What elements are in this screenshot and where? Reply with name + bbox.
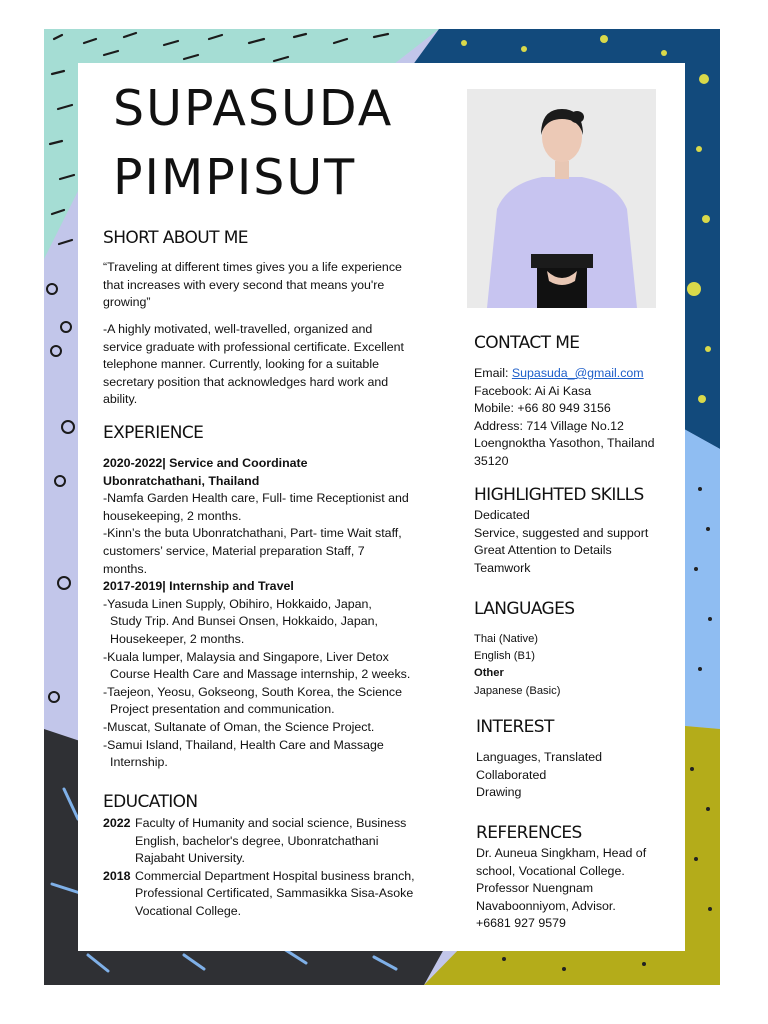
heading-experience: EXPERIENCE [103, 423, 204, 443]
experience-item: -Kuala lumper, Malaysia and Singapore, Liver Detox [103, 649, 389, 664]
education-entry: 2022 Faculty of Humanity and social science, Business [103, 816, 407, 830]
education-entry: 2018 Commercial Department Hospital business branch, [103, 868, 415, 883]
references-list: Dr. Auneua Singkham, Head of school, Vocational College. Professor Nuengnam Navaboonniyom, Advisor. +6681 927 9579 [476, 846, 647, 931]
experience-item: -Samui Island, Thailand, Health Care and Massage [103, 737, 384, 752]
contact-address: Address: 714 Village No.12 [474, 418, 624, 433]
languages-list: Thai (Native) English (B1) Other Japanese (Basic) [474, 633, 561, 697]
experience-item: -Taejeon, Yeosu, Gokseong, South Korea, the Science [103, 684, 402, 699]
experience-item: -Yasuda Linen Supply, Obihiro, Hokkaido, Japan, [103, 596, 372, 611]
heading-skills: HIGHLIGHTED SKILLS [474, 485, 644, 505]
contact-list: Email: Supasuda_@gmail.com Facebook: Ai Ai Kasa Mobile: +66 80 949 3156 Address: 714 Village No.12 Loengnoktha Yasothon, Thailand 35120 [474, 366, 655, 468]
experience-list: 2020-2022| Service and Coordinate Ubonratchathani, Thailand -Namfa Garden Health care, Full- time Receptionist and housekeeping, 2 months. -Kinn’s the buta Ubonratchathani, Part- time Wait staff, customers’ service, Material preparation Staff, 7 months. 2017-2019| Internship and Travel -Yasuda Linen Supply, Obihiro, Hokkaido, Japan, Study Trip. And Bunsei Onsen, Hokkaido, Japan, Housekeeper, 2 months. -Kuala lumper, Malaysia and Singapore, Liver Detox Course Health Care and Massage internship, 2 weeks. -Taejeon, Yeosu, Gokseong, South Korea, the Science Project presentation and communication. -Muscat, Sultanate of Oman, the Science Project. -Samui Island, Thailand, Health Care and Massage Internship. [103, 456, 411, 770]
experience-period-title: 2020-2022| Service and Coordinate [103, 456, 308, 470]
contact-facebook: Facebook: Ai Ai Kasa [474, 383, 592, 398]
name-last: PIMPISUT [113, 149, 357, 206]
experience-item: -Namfa Garden Health care, Full- time Receptionist and [103, 491, 409, 506]
experience-item: -Muscat, Sultanate of Oman, the Science Project. [103, 719, 375, 734]
experience-period-title: 2017-2019| Internship and Travel [103, 579, 294, 594]
interest-list: Languages, Translated Collaborated Drawing [476, 750, 603, 800]
contact-mobile: Mobile: +66 80 949 3156 [474, 401, 611, 416]
profile-photo [467, 89, 656, 308]
name-first: SUPASUDA [113, 80, 394, 137]
heading-languages: LANGUAGES [474, 599, 575, 619]
heading-contact: CONTACT ME [474, 333, 580, 353]
experience-item: -Kinn’s the buta Ubonratchathani, Part- time Wait staff, [103, 526, 402, 541]
heading-interest: INTEREST [476, 717, 554, 737]
heading-education: EDUCATION [103, 792, 198, 812]
education-list: 2022 Faculty of Humanity and social science, Business English, bachelor's degree, Ubonratchathani Rajabaht University. 2018 Commercial Department Hospital business branch, Professional Certificated, Sammasikka Sisa-Asoke Vocational College. [103, 816, 415, 918]
skills-list: Dedicated Service, suggested and support Great Attention to Details Teamwork [474, 508, 649, 575]
heading-references: REFERENCES [476, 823, 582, 843]
about-summary: -A highly motivated, well-travelled, organized and service graduate with professional certificate. Excellent telephone manner. Currently, looking for a suitable secretary position that acknowledges hard work and ability. [103, 322, 404, 407]
experience-period-location: Ubonratchathani, Thailand [103, 473, 260, 488]
about-quote: “Traveling at different times gives you a life experience that increases with every second that means you're growing” [103, 260, 402, 310]
email-link[interactable]: Supasuda_@gmail.com [511, 366, 644, 380]
heading-about: SHORT ABOUT ME [103, 228, 248, 248]
